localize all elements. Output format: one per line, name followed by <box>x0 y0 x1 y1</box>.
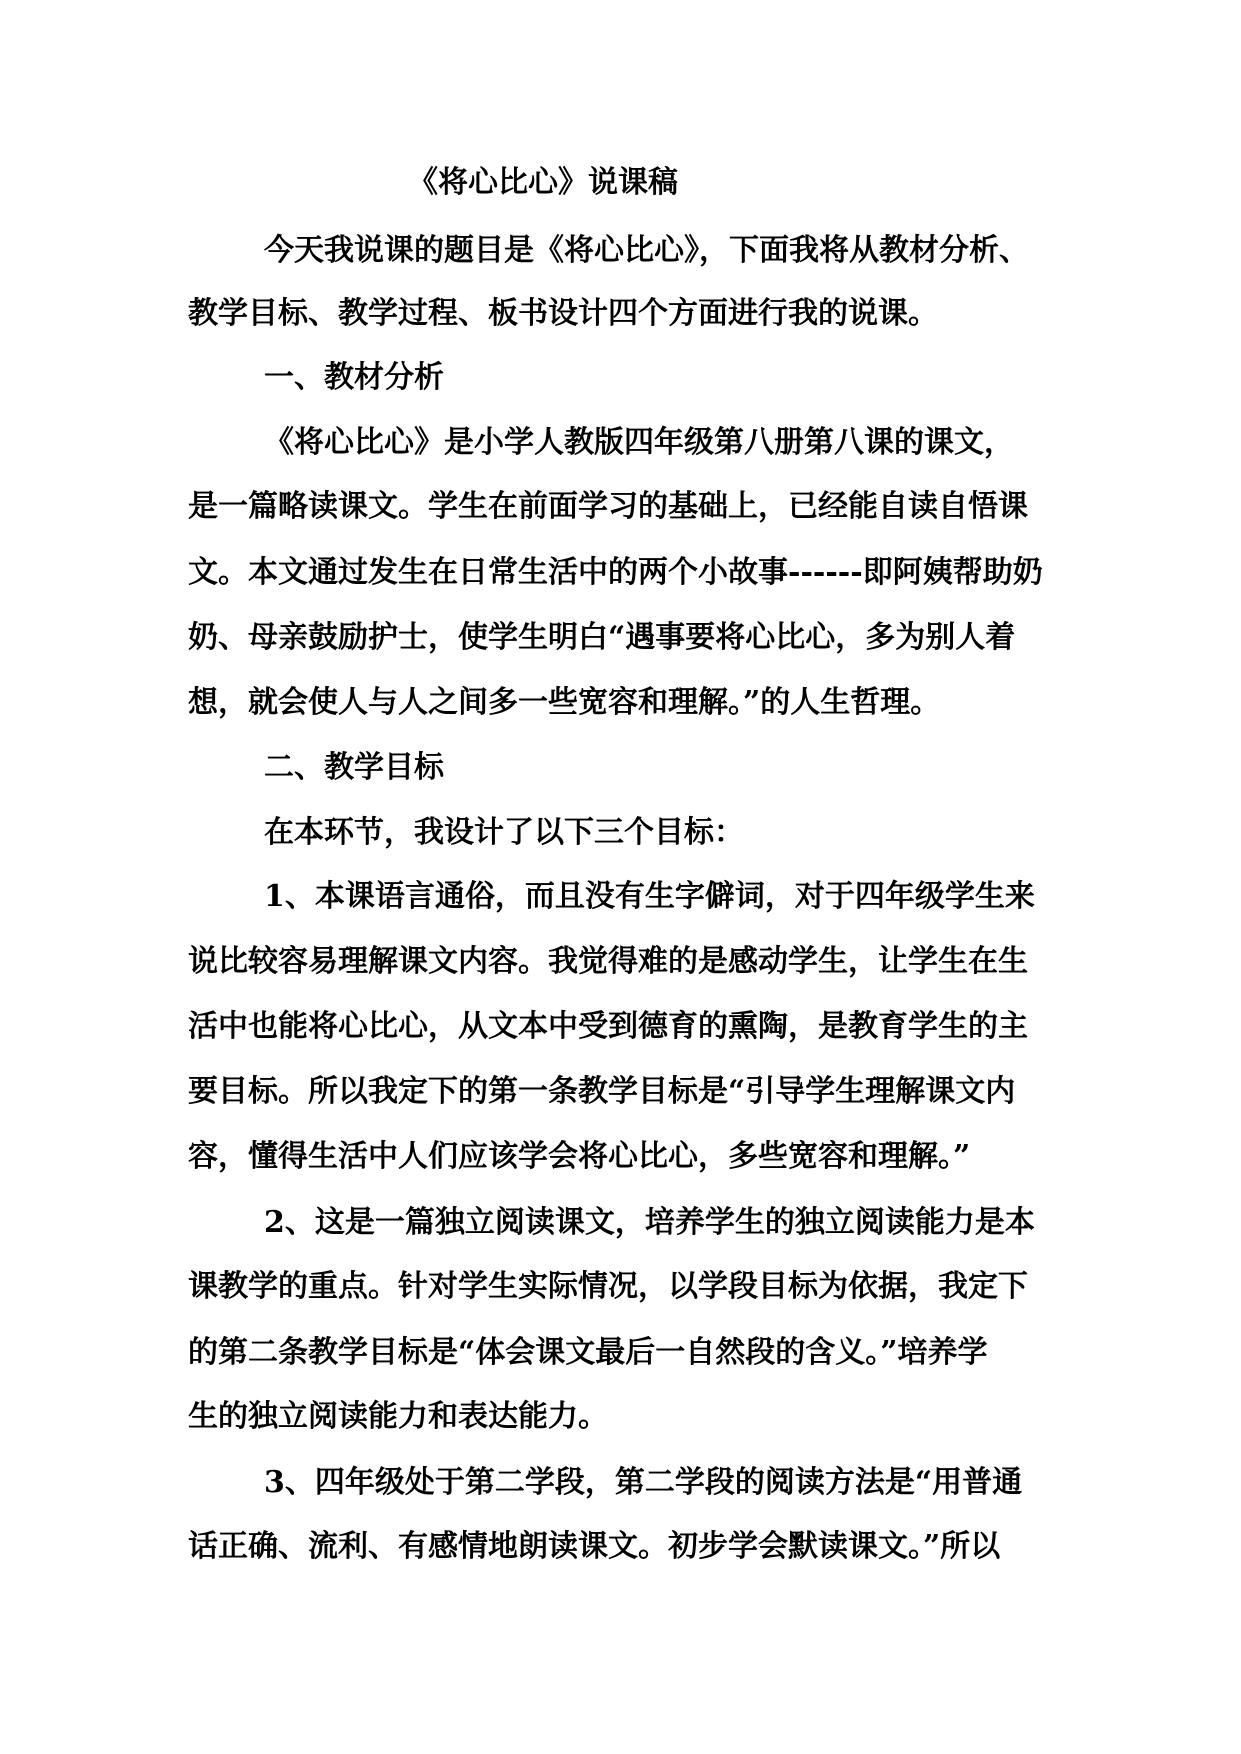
paragraph-line: 教学目标、教学过程、板书设计四个方面进行我的说课。 <box>188 296 938 331</box>
paragraph-line: 2、这是一篇独立阅读课文，培养学生的独立阅读能力是本 <box>264 1205 1035 1240</box>
paragraph-line: 课教学的重点。针对学生实际情况，以学段目标为依据，我定下 <box>188 1269 1028 1304</box>
section-heading: 一、教材分析 <box>264 360 444 395</box>
paragraph-line: 想，就会使人与人之间多一些宽容和理解。”的人生哲理。 <box>188 685 941 720</box>
paragraph-line: 文。本文通过发生在日常生活中的两个小故事------即阿姨帮助奶 <box>188 555 1043 590</box>
paragraph-line: 奶、母亲鼓励护士，使学生明白“遇事要将心比心，多为别人着 <box>188 620 1016 655</box>
paragraph-line: 1、本课语言通俗，而且没有生字僻词，对于四年级学生来 <box>264 879 1035 914</box>
paragraph-line: 是一篇略读课文。学生在前面学习的基础上，已经能自读自悟课 <box>188 489 1028 524</box>
document-title: 《将心比心》说课稿 <box>408 165 678 200</box>
paragraph-line: 《将心比心》是小学人教版四年级第八册第八课的课文， <box>264 425 1014 460</box>
paragraph-line: 活中也能将心比心，从文本中受到德育的熏陶，是教育学生的主 <box>188 1009 1028 1044</box>
paragraph-line: 今天我说课的题目是《将心比心》，下面我将从教材分析、 <box>264 233 1029 268</box>
section-heading: 二、教学目标 <box>264 750 444 785</box>
paragraph-line: 在本环节，我设计了以下三个目标： <box>264 815 744 850</box>
paragraph-line: 要目标。所以我定下的第一条教学目标是“引导学生理解课文内 <box>188 1074 1016 1109</box>
paragraph-line: 的第二条教学目标是“体会课文最后一自然段的含义。”培养学 <box>188 1335 988 1370</box>
paragraph-line: 说比较容易理解课文内容。我觉得难的是感动学生，让学生在生 <box>188 944 1028 979</box>
paragraph-line: 生的独立阅读能力和表达能力。 <box>188 1399 608 1434</box>
paragraph-line: 话正确、流利、有感情地朗读课文。初步学会默读课文。”所以 <box>188 1529 1001 1564</box>
paragraph-line: 容，懂得生活中人们应该学会将心比心，多些宽容和理解。” <box>188 1139 971 1174</box>
paragraph-line: 3、四年级处于第二学段，第二学段的阅读方法是“用普通 <box>264 1465 1023 1500</box>
